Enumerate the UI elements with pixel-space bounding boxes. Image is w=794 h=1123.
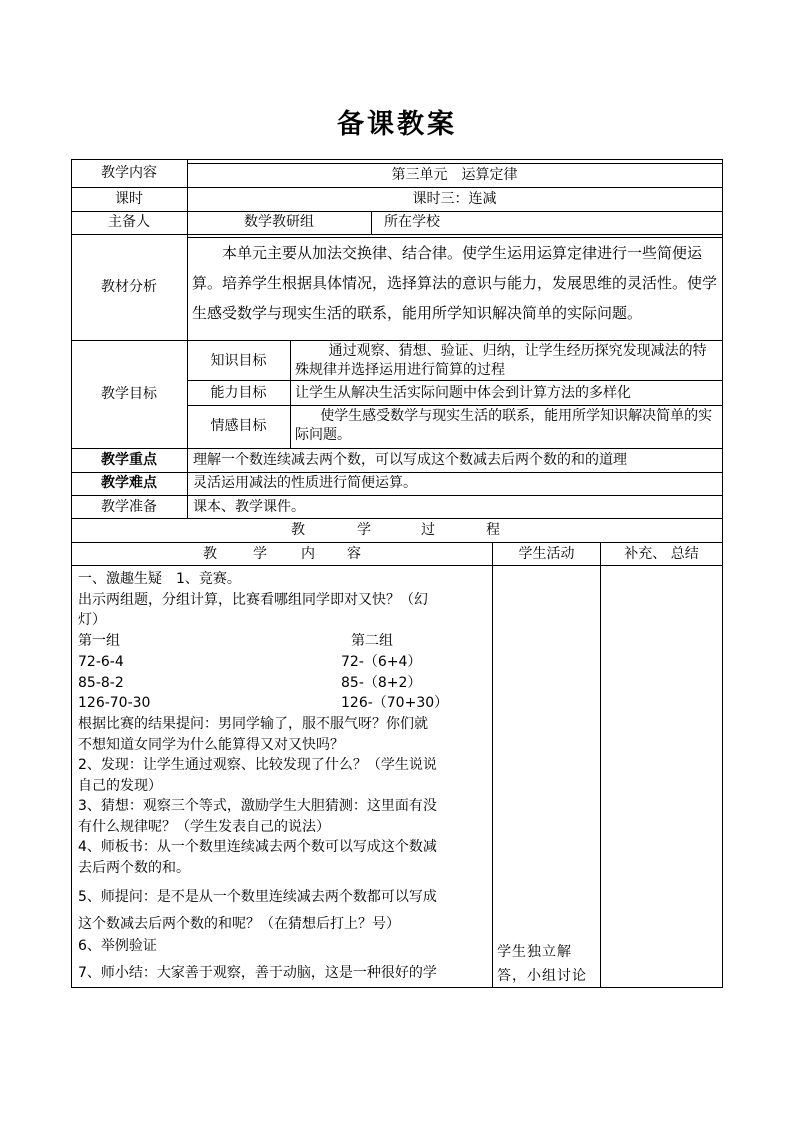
knowledge-goal-text: 通过观察、猜想、验证、归纳，让学生经历探究发现减法的特殊规律并选择运用进行简算的过程 — [295, 343, 707, 378]
ability-goal-label: 能力目标 — [210, 385, 267, 401]
col-supplement: 补充、 总结 — [624, 546, 699, 562]
group1-list — [78, 652, 150, 714]
student-activity-text — [497, 940, 587, 988]
steps-text — [78, 714, 490, 878]
step-line: 这个数减去后两个数的和呢？（在猜想后打上？号） — [78, 916, 400, 932]
intro-text — [78, 569, 490, 631]
period-value: 课时三：连减 — [412, 191, 497, 207]
prep-label: 教学准备 — [101, 499, 157, 515]
prep-text: 课本、教学课件。 — [193, 499, 305, 515]
difficulty-text: 灵活运用减法的性质进行简便运算。 — [193, 475, 417, 491]
process-header-1: 教 — [291, 522, 305, 538]
list-item: 126-70-30 — [78, 695, 151, 711]
step-line: 有什么规律呢？（学生发表自己的说法） — [78, 818, 330, 835]
col-content-2: 学 — [253, 546, 267, 562]
preparer-label: 主备人 — [108, 214, 150, 230]
activity-line: 学生独立解 — [497, 944, 572, 960]
step-line: 2、发现：让学生通过观察、比较发现了什么？（学生说说 — [78, 757, 437, 773]
goals-label: 教学目标 — [101, 386, 157, 402]
step-line: 不想知道女同学为什么能算得又对又快吗？ — [78, 736, 344, 753]
step5-text — [78, 884, 437, 938]
col-content-1: 教 — [203, 546, 217, 562]
page-title: 备课教案 — [337, 109, 457, 140]
emotion-goal-label: 情感目标 — [210, 418, 267, 434]
step-line: 5、师提问：是不是从一个数里连续减去两个数都可以写成 — [78, 889, 437, 905]
step7-text: 7、师小结：大家善于观察，善于动脑，这是一种很好的学 — [78, 965, 437, 981]
list-item: 72-6-4 — [78, 654, 124, 670]
group2-title: 第二组 — [351, 633, 393, 649]
intro-line: 出示两组题，分组计算，比赛看哪组同学即对又快？（幻 — [78, 591, 428, 608]
list-item: 126-（70+30） — [341, 695, 449, 711]
preparer-value: 数学教研组 — [244, 214, 314, 230]
col-content-4: 容 — [347, 546, 361, 562]
analysis-label: 教材分析 — [101, 279, 157, 295]
ability-goal-text: 让学生从解决生活实际问题中体会到计算方法的多样化 — [295, 385, 631, 401]
step-line: 根据比赛的结果提问：男同学输了，服不服气呀？你们就 — [78, 716, 428, 732]
list-item: 85-8-2 — [78, 674, 124, 691]
difficulty-label: 教学难点 — [101, 475, 157, 491]
school-label: 所在学校 — [384, 214, 440, 230]
col-content-3: 内 — [301, 546, 315, 562]
emotion-goal-text: 使学生感受数学与现实生活的联系，能用所学知识解决简单的实际问题。 — [295, 408, 713, 443]
group2-list — [341, 652, 448, 714]
step-line: 4、师板书：从一个数里连续减去两个数可以写成这个数减 — [78, 839, 437, 855]
step-line: 去后两个数的和。 — [78, 859, 190, 876]
activity-line: 答，小组讨论 — [497, 968, 587, 984]
period-label: 课时 — [115, 191, 143, 207]
process-header-3: 过 — [421, 522, 435, 538]
key-point-text: 理解一个数连续减去两个数，可以写成这个数减去后两个数的和的道理 — [193, 452, 627, 468]
col-activity: 学生活动 — [518, 546, 575, 562]
process-header-2: 学 — [357, 522, 371, 538]
intro-line: 灯） — [78, 612, 106, 628]
content-value: 第三单元 运算定律 — [391, 167, 518, 183]
knowledge-goal-label: 知识目标 — [210, 353, 267, 369]
key-point-label: 教学重点 — [101, 452, 157, 468]
content-label: 教学内容 — [101, 165, 157, 181]
step6-text: 6、举例验证 — [78, 938, 157, 954]
list-item: 85-（8+2） — [341, 674, 422, 691]
intro-line: 一、激趣生疑 1、竞赛。 — [78, 571, 241, 587]
step-line: 3、猜想：观察三个等式，激励学生大胆猜测：这里面有没 — [78, 798, 437, 814]
process-header-4: 程 — [486, 522, 500, 538]
group1-title: 第一组 — [78, 633, 120, 649]
step-line: 自己的发现） — [78, 777, 162, 794]
analysis-text: 本单元主要从加法交换律、结合律。使学生运用运算定律进行一些简便运算。培养学生根据具体情况，选择算法的意识与能力，发展思维的灵活性。使学生感受数学与现实生活的联系，能用所学知识解决简单的实际问题。 — [192, 244, 718, 322]
list-item: 72-（6+4） — [341, 654, 422, 670]
